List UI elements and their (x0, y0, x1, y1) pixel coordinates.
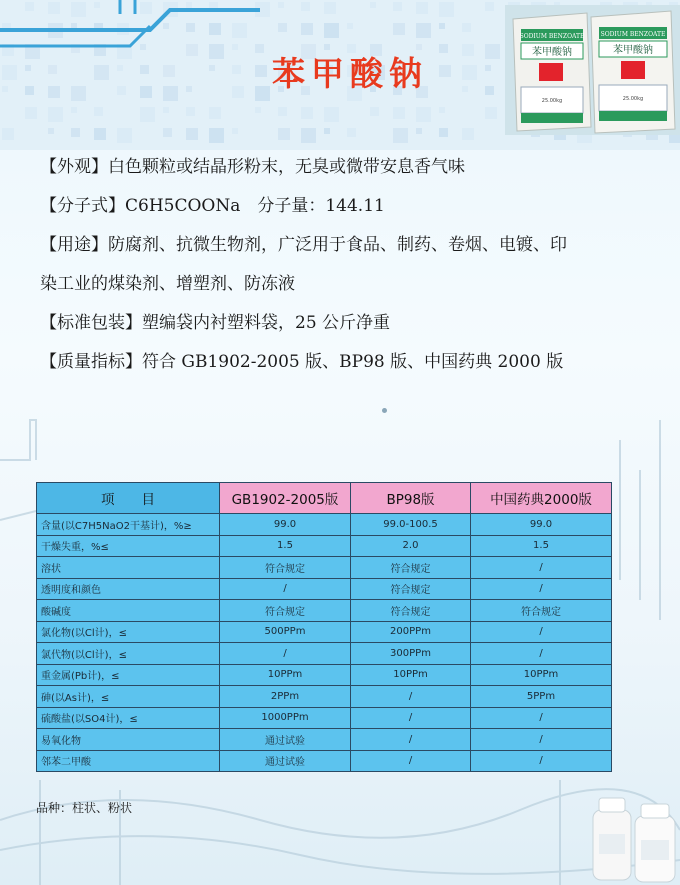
value-cell: 1.5 (471, 535, 612, 557)
value-cell: / (351, 686, 471, 708)
table-row (37, 578, 612, 600)
property-value: 染工业的煤染剂、增塑剂、防冻液 (40, 274, 295, 294)
value-cell: / (471, 707, 612, 729)
property-key: 【质量指标】 (40, 352, 142, 372)
bag-weight-2: 25.00kg (622, 96, 644, 102)
value-cell: 通过试验 (220, 729, 351, 751)
property-value: 塑编袋内衬塑料袋，25 公斤净重 (142, 313, 391, 333)
value-cell: 10PPm (220, 664, 351, 686)
row-label-cell: 邻苯二甲酸 (37, 750, 220, 772)
table-row (37, 707, 612, 729)
table-row (37, 729, 612, 751)
row-label-cell: 酸碱度 (37, 600, 220, 622)
value-cell: / (351, 729, 471, 751)
property-key: 【外观】 (40, 157, 108, 177)
property-usage-continued (40, 265, 660, 304)
property-quality (40, 343, 660, 382)
table-row (37, 643, 612, 665)
bag-label-en-2: SODIUM BENZOATE (600, 31, 666, 38)
row-label-cell: 氯代物(以Cl计)，≤ (37, 643, 220, 665)
value-cell: 2PPm (220, 686, 351, 708)
value-cell: 99.0-100.5 (351, 514, 471, 536)
value-cell: / (471, 621, 612, 643)
column-header-gb: GB1902-2005版 (220, 483, 351, 514)
sample-bottles-image (585, 790, 680, 885)
value-cell: 500PPm (220, 621, 351, 643)
table-row (37, 535, 612, 557)
value-cell: 200PPm (351, 621, 471, 643)
row-label-cell: 溶状 (37, 557, 220, 579)
row-label-cell: 易氧化物 (37, 729, 220, 751)
property-appearance (40, 148, 660, 187)
table-row (37, 750, 612, 772)
value-cell: 符合规定 (471, 600, 612, 622)
property-key: 【标准包装】 (40, 313, 142, 333)
value-cell: / (471, 729, 612, 751)
row-label-cell: 硫酸盐(以SO4计)，≤ (37, 707, 220, 729)
property-usage (40, 226, 660, 265)
property-key: 【分子式】 (40, 196, 125, 216)
value-cell: 符合规定 (220, 600, 351, 622)
row-label-cell: 含量(以C7H5NaO2干基计)，%≥ (37, 514, 220, 536)
property-formula (40, 187, 660, 226)
value-cell: / (471, 750, 612, 772)
value-cell: / (471, 578, 612, 600)
property-value: 防腐剂、抗微生物剂，广泛用于食品、制药、卷烟、电镀、印 (108, 235, 567, 255)
table-row (37, 621, 612, 643)
property-value: 符合 GB1902-2005 版、BP98 版、中国药典 2000 版 (142, 352, 564, 372)
table-row (37, 686, 612, 708)
value-cell: 99.0 (220, 514, 351, 536)
column-header-pharmacopoeia: 中国药典2000版 (471, 483, 612, 514)
value-cell: 5PPm (471, 686, 612, 708)
bag-label-en: SODIUM BENZOATE (519, 33, 585, 40)
table-header-row (37, 483, 612, 514)
property-list (40, 148, 660, 382)
quality-spec-table (36, 482, 612, 772)
property-value: C6H5COONa 分子量：144.11 (125, 196, 385, 216)
row-label-cell: 氯化物(以Cl计)，≤ (37, 621, 220, 643)
column-header-bp: BP98版 (351, 483, 471, 514)
value-cell: 符合规定 (351, 557, 471, 579)
table-row (37, 557, 612, 579)
value-cell: / (220, 643, 351, 665)
value-cell: 符合规定 (351, 578, 471, 600)
row-label-cell: 干燥失重，%≤ (37, 535, 220, 557)
bag-label-cn: 苯甲酸钠 (532, 47, 572, 58)
table-row (37, 600, 612, 622)
value-cell: / (220, 578, 351, 600)
value-cell: 2.0 (351, 535, 471, 557)
value-cell: 符合规定 (220, 557, 351, 579)
value-cell: / (471, 557, 612, 579)
table-row (37, 514, 612, 536)
page-title: 苯甲酸钠 (272, 54, 428, 93)
value-cell: 10PPm (471, 664, 612, 686)
value-cell: 1000PPm (220, 707, 351, 729)
bag-label-cn-2: 苯甲酸钠 (613, 45, 653, 56)
bag-weight: 25.00kg (541, 98, 563, 104)
value-cell: / (351, 750, 471, 772)
value-cell: 通过试验 (220, 750, 351, 772)
property-packaging (40, 304, 660, 343)
table-row (37, 664, 612, 686)
value-cell: 99.0 (471, 514, 612, 536)
row-label-cell: 重金属(Pb计)，≤ (37, 664, 220, 686)
value-cell: / (471, 643, 612, 665)
value-cell: 1.5 (220, 535, 351, 557)
property-value: 白色颗粒或结晶形粉末，无臭或微带安息香气味 (108, 157, 465, 177)
product-forms-note: 品种：柱状、粉状 (36, 801, 133, 815)
value-cell: 10PPm (351, 664, 471, 686)
value-cell: 300PPm (351, 643, 471, 665)
column-header-item: 项 目 (37, 483, 220, 514)
row-label-cell: 透明度和颜色 (37, 578, 220, 600)
row-label-cell: 砷(以As计)，≤ (37, 686, 220, 708)
value-cell: / (351, 707, 471, 729)
value-cell: 符合规定 (351, 600, 471, 622)
property-key: 【用途】 (40, 235, 108, 255)
